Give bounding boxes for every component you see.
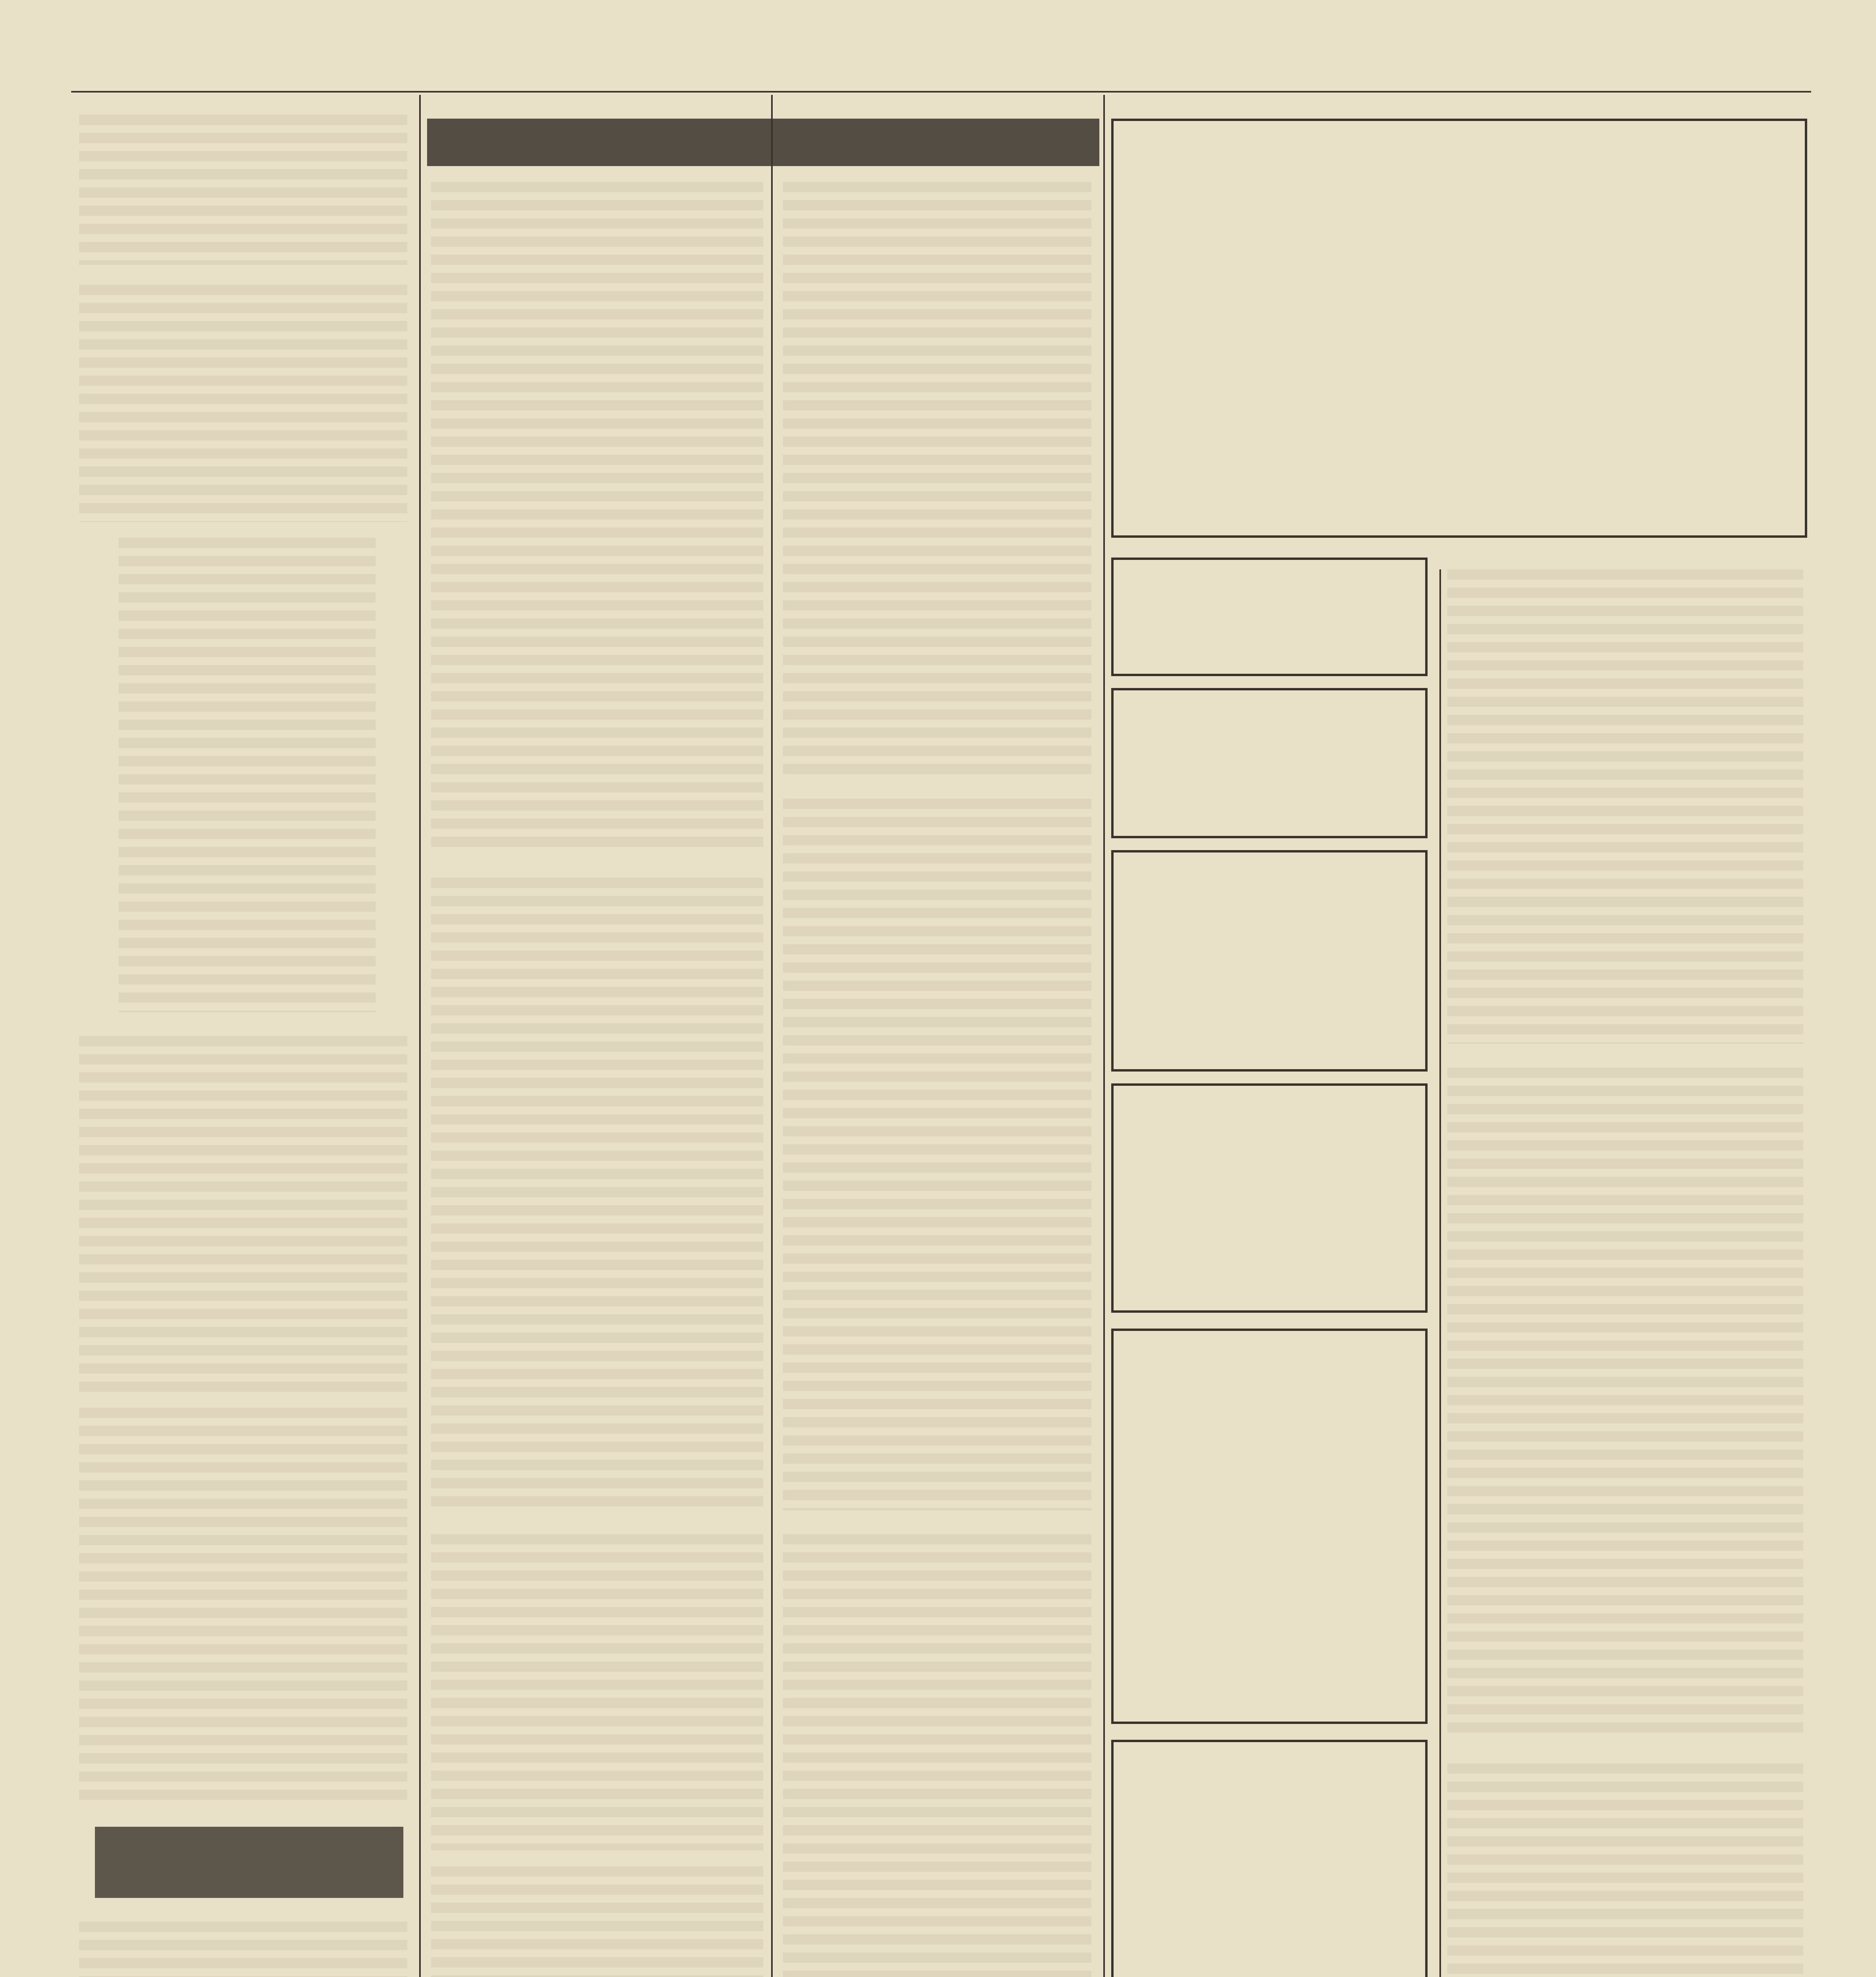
column-3-block-2	[783, 799, 1091, 1510]
column-2-block-4	[431, 1866, 763, 1977]
masthead-rule	[71, 91, 1811, 93]
classifieds-block-2	[1447, 1068, 1803, 1740]
ad-box-top	[1111, 119, 1807, 538]
classifieds-block-1	[1447, 569, 1803, 1044]
column-1-block-6	[79, 1922, 407, 1977]
column-1-table-block	[119, 538, 376, 1012]
column-1-top-block	[79, 115, 407, 265]
ad-box-left-5	[1111, 1329, 1428, 1724]
column-1-ad-banner	[95, 1827, 403, 1898]
column-2-block-1	[431, 182, 763, 854]
ad-box-left-4	[1111, 1083, 1428, 1313]
ad-box-left-6	[1111, 1740, 1428, 1977]
column-3-block-1	[783, 182, 1091, 775]
column-divider-2	[771, 95, 773, 1977]
column-1-block-2	[79, 285, 407, 522]
column-divider-1	[419, 95, 421, 1977]
ad-box-left-1	[1111, 558, 1428, 676]
column-divider-3	[1103, 95, 1105, 1977]
column-divider-4	[1439, 569, 1441, 1977]
ad-box-left-3	[1111, 850, 1428, 1072]
column-2-block-2	[431, 878, 763, 1510]
section-header-band	[427, 119, 1099, 166]
classifieds-block-3	[1447, 1763, 1803, 1977]
column-1-block-5	[79, 1408, 407, 1803]
column-1-block-4	[79, 1036, 407, 1392]
column-2-block-3	[431, 1534, 763, 1850]
ad-box-left-2	[1111, 688, 1428, 838]
column-3-block-3	[783, 1534, 1091, 1977]
